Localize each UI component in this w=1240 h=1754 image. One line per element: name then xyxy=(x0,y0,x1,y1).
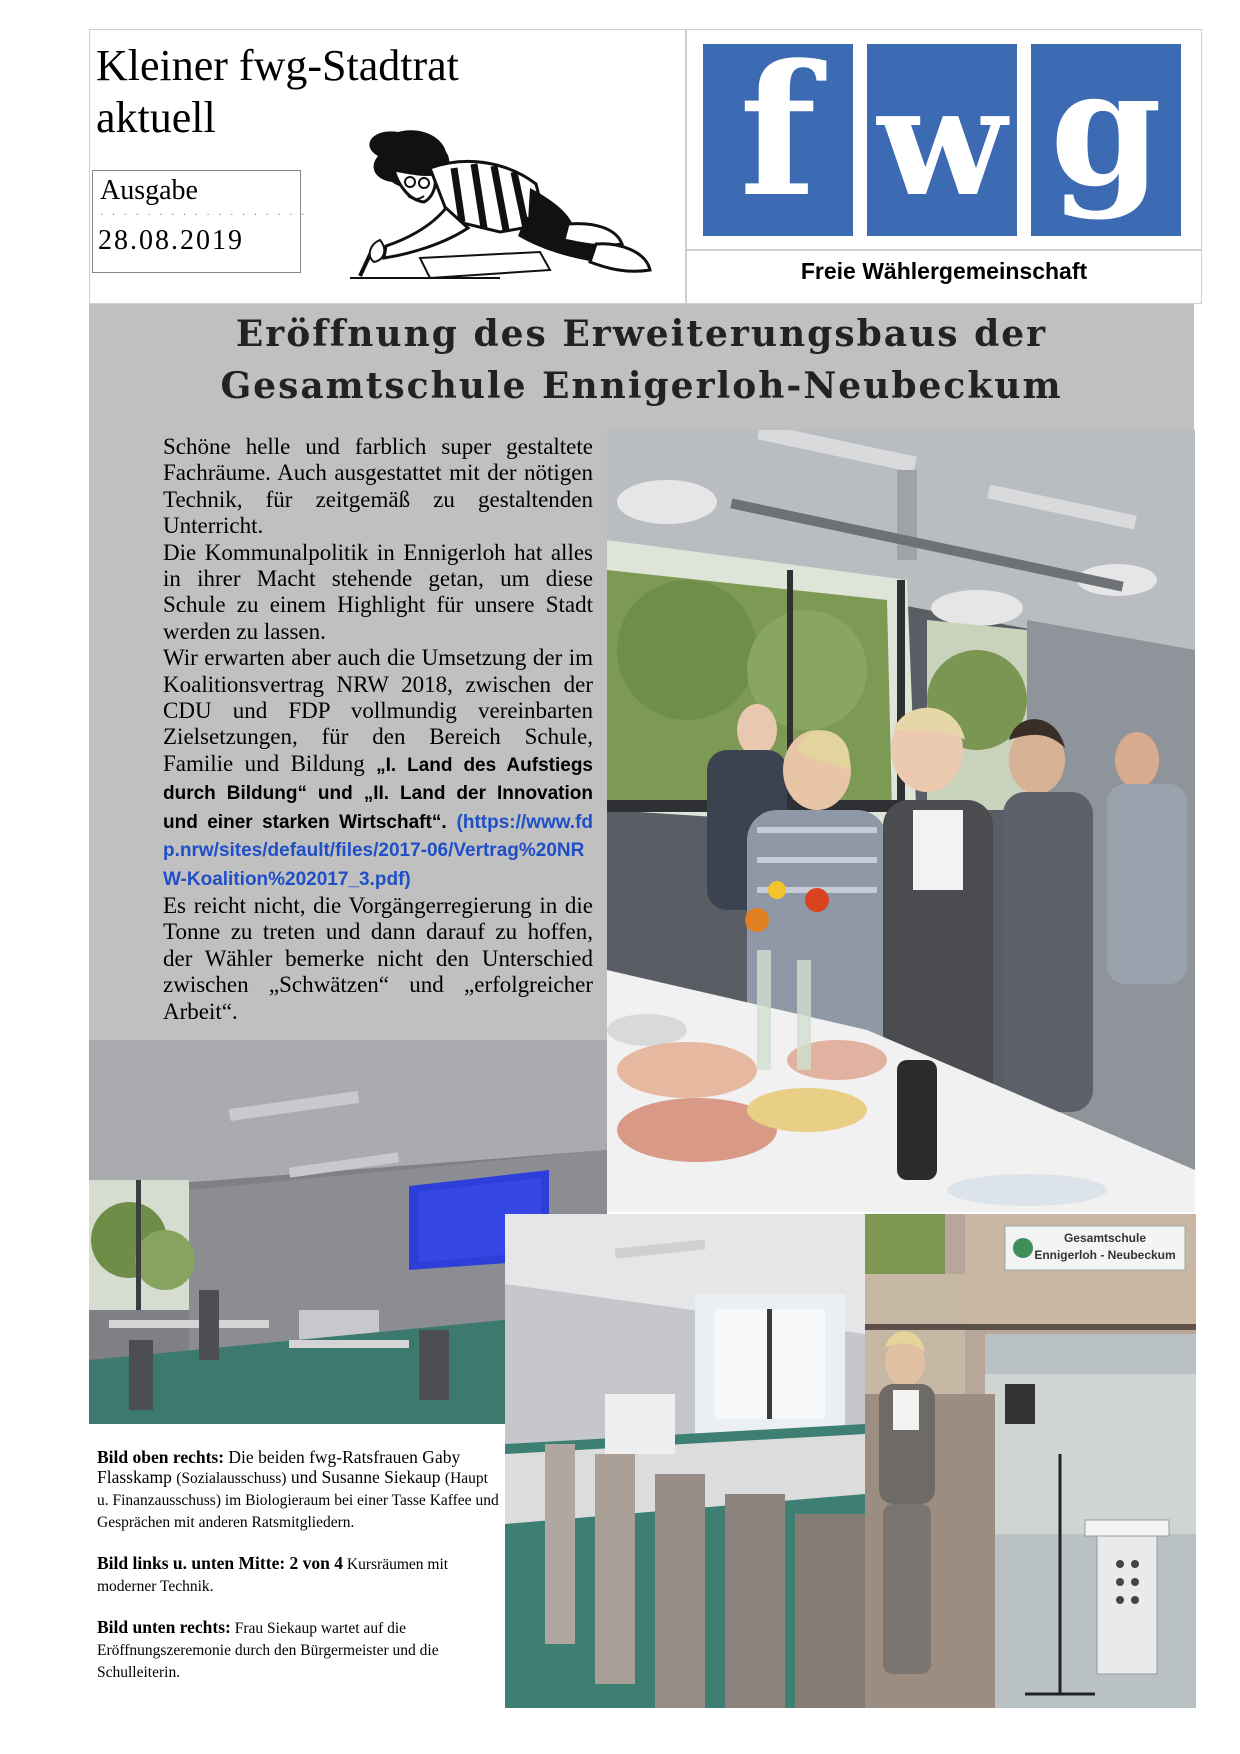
logo-letter-w: w xyxy=(877,54,1007,230)
caption-text: und Susanne Siekaup xyxy=(286,1467,445,1487)
caption-text: im Biologieraum bei einer Tasse Kaffee und Gesprächen mit anderen Ratsmitgliedern. xyxy=(97,1492,499,1531)
sign-line1: Gesamtschule xyxy=(1063,1231,1147,1245)
coalition-contract-link[interactable]: (https://www.fdp.nrw/sites/default/files/2017-06/Vertrag%20NRW-Koalition%202017_3.pdf) xyxy=(163,811,594,890)
coalition-goals-quote: „I. Land des Aufstiegs durch Bildung“ und „II. Land der Innovation und einer starken Wirtschaft“. xyxy=(163,754,593,833)
caption-text: Kursräumen mit moderner Technik. xyxy=(97,1556,449,1595)
article-paragraph: Die Kommunalpolitik in Ennigerloh hat alles in ihrer Macht stehende getan, um diese Schule zu einem Highlight für unsere Stadt werden zu lassen. xyxy=(163,539,593,644)
logo-letter-g: g xyxy=(1050,44,1162,222)
issue-label: Ausgabe xyxy=(100,175,198,206)
organization-name: Freie Wählergemeinschaft xyxy=(800,258,1088,284)
caption-text: (Haupt u. Finanzausschuss) xyxy=(97,1470,488,1509)
headline-line1: Eröffnung des Erweiterungsbaus der xyxy=(235,313,1048,355)
caption-text: (Sozialausschuss) xyxy=(176,1470,287,1487)
logo-letter-f: f xyxy=(739,44,817,236)
issue-date: 28.08.2019 xyxy=(98,225,244,256)
reception-photo xyxy=(607,430,1195,1212)
fwg-logo xyxy=(703,44,1181,236)
caption-left-middle xyxy=(97,1553,502,1597)
headline xyxy=(89,308,1194,412)
caption-label: Bild oben rechts: xyxy=(97,1447,225,1467)
newsletter-title-line2: aktuell xyxy=(96,93,216,142)
classroom-photo-middle xyxy=(505,1214,865,1708)
caption-label: Bild unten rechts: xyxy=(97,1617,231,1637)
sign-line2: Ennigerloh - Neubeckum xyxy=(1034,1248,1176,1262)
article-paragraph xyxy=(163,645,593,893)
caption-text: Frau Siekaup wartet auf die Eröffnungszeremonie durch den Bürgermeister und die Schulleiterin. xyxy=(97,1620,439,1681)
school-entrance-photo xyxy=(865,1214,1196,1708)
article-body xyxy=(163,434,593,1025)
headline-line2: Gesamtschule Ennigerloh-Neubeckum xyxy=(220,365,1063,407)
article-paragraph: Schöne helle und farblich super gestaltete Fachräume. Auch ausgestattet mit der nötigen Technik, für zeitgemäß zu gestaltenden Unterricht. xyxy=(163,434,593,539)
caption-text: Die beiden fwg-Ratsfrauen Gaby Flasskamp xyxy=(97,1447,461,1487)
photo-captions xyxy=(97,1447,502,1703)
newsletter-title-line1: Kleiner fwg-Stadtrat xyxy=(96,41,459,90)
article-text: Wir erwarten aber auch die Umsetzung der im Koalitionsvertrag NRW 2018, zwischen der CDU und FDP vollmundig vereinbarten Zielsetzungen, für den Bereich Schule, Familie und Bildung xyxy=(163,645,593,776)
caption-bottom-right xyxy=(97,1617,502,1683)
caption-top-right xyxy=(97,1447,502,1533)
issue-divider: · · · · · · · · · · · · · · · · · · xyxy=(100,210,308,221)
caption-label: Bild links u. unten Mitte: 2 von 4 xyxy=(97,1553,344,1573)
writing-person-cartoon xyxy=(350,128,670,288)
article-paragraph: Es reicht nicht, die Vorgängerregierung in die Tonne zu treten und dann darauf zu hoffen, der Wähler bemerke nicht den Unterschied zwischen „Schwätzen“ und „erfolgreicher Arbeit“. xyxy=(163,892,593,1024)
